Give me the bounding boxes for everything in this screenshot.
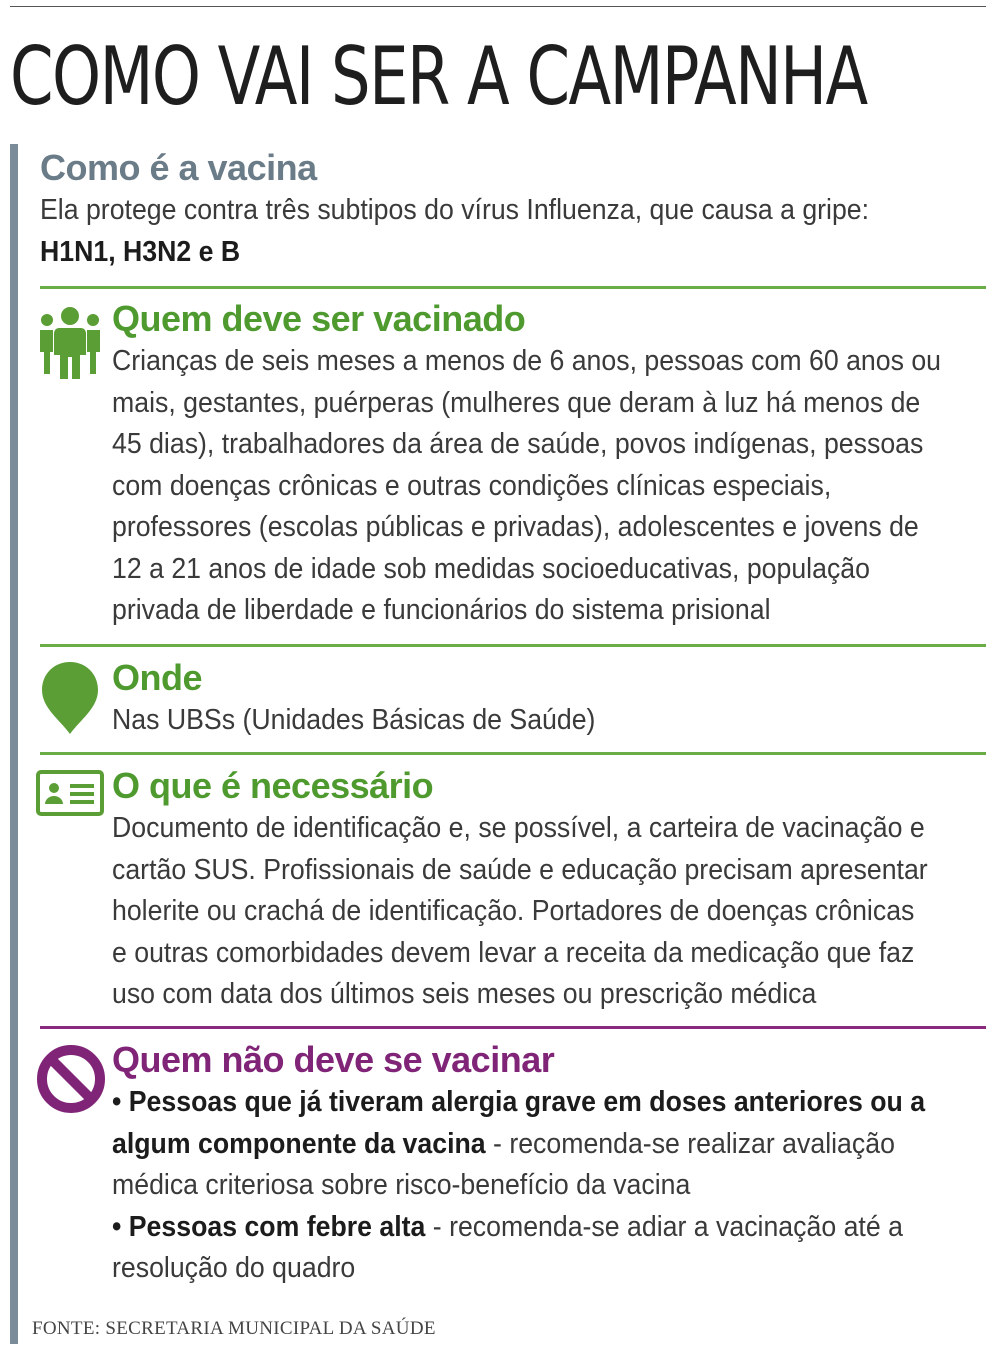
section-line: privada de liberdade e funcionários do sistema prisional xyxy=(112,594,771,626)
people-group-icon xyxy=(38,302,102,387)
bullet-item xyxy=(112,1248,916,1290)
bullet-item xyxy=(112,1165,916,1207)
section-line: e outras comorbidades devem levar a receita da medicação que faz xyxy=(112,936,915,969)
section-line: Crianças de seis meses a menos de 6 anos, pessoas com 60 anos ou xyxy=(112,345,942,377)
section-where xyxy=(112,656,986,742)
bullet-text: médica criteriosa sobre risco-benefício da vacina xyxy=(112,1169,691,1201)
section-line: Documento de identificação e, se possível, a carteira de vacinação e xyxy=(112,812,925,844)
bullet-text: resolução do quadro xyxy=(112,1252,356,1284)
bullet-item xyxy=(112,1124,916,1166)
section-requirements xyxy=(112,764,986,1016)
bullet-text: - recomenda-se realizar avaliação xyxy=(485,1127,895,1160)
section-line: uso com data dos últimos seis meses ou prescrição médica xyxy=(112,978,817,1010)
section-divider xyxy=(40,752,986,755)
section-heading: Onde xyxy=(112,657,203,698)
section-heading: O que é necessário xyxy=(112,765,434,806)
source-credit: FONTE: SECRETARIA MUNICIPAL DA SAÚDE xyxy=(32,1318,436,1339)
section-vaccine xyxy=(40,146,986,273)
bullet-item xyxy=(112,1082,926,1124)
section-divider xyxy=(40,286,986,289)
section-text: Ela protege contra três subtipos do vírus Influenza, que causa a gripe: xyxy=(40,194,870,226)
section-line: holerite ou crachá de identificação. Portadores de doenças crônicas xyxy=(112,895,915,927)
bullet-strong: • Pessoas que já tiveram alergia grave em doses anteriores ou a xyxy=(112,1086,926,1118)
section-line: 12 a 21 anos de idade sob medidas socioeducativas, população xyxy=(112,552,870,585)
bullet-text: - recomenda-se adiar a vacinação até a xyxy=(425,1210,903,1243)
section-divider xyxy=(40,1026,986,1029)
subtypes-text: H1N1, H3N2 e B xyxy=(40,235,241,268)
section-line: professores (escolas públicas e privadas), adolescentes e jovens de xyxy=(112,511,919,543)
top-rule xyxy=(10,6,986,7)
section-heading: Quem deve ser vacinado xyxy=(112,298,526,339)
page-title: COMO VAI SER A CAMPANHA xyxy=(10,30,867,123)
bullet-strong: • Pessoas com febre alta xyxy=(112,1210,426,1243)
section-heading: Como é a vacina xyxy=(40,147,317,188)
id-card-icon xyxy=(36,770,104,821)
bullet-item xyxy=(112,1207,916,1249)
section-line: cartão SUS. Profissionais de saúde e educação precisam apresentar xyxy=(112,853,928,886)
left-accent-bar xyxy=(10,144,18,1344)
section-line: com doenças crônicas e outras condições clínicas especiais, xyxy=(112,469,832,502)
location-pin-icon xyxy=(40,660,100,741)
section-who-should-not xyxy=(112,1038,986,1290)
section-heading: Quem não deve se vacinar xyxy=(112,1039,555,1080)
bullet-strong: algum componente da vacina xyxy=(112,1127,486,1160)
section-who-should xyxy=(112,297,986,632)
prohibited-icon xyxy=(36,1044,106,1119)
section-line: Nas UBSs (Unidades Básicas de Saúde) xyxy=(112,704,596,736)
section-line: mais, gestantes, puérperas (mulheres que deram à luz há menos de xyxy=(112,386,921,419)
section-line: 45 dias), trabalhadores da área de saúde, povos indígenas, pessoas xyxy=(112,428,924,460)
section-divider xyxy=(40,644,986,647)
